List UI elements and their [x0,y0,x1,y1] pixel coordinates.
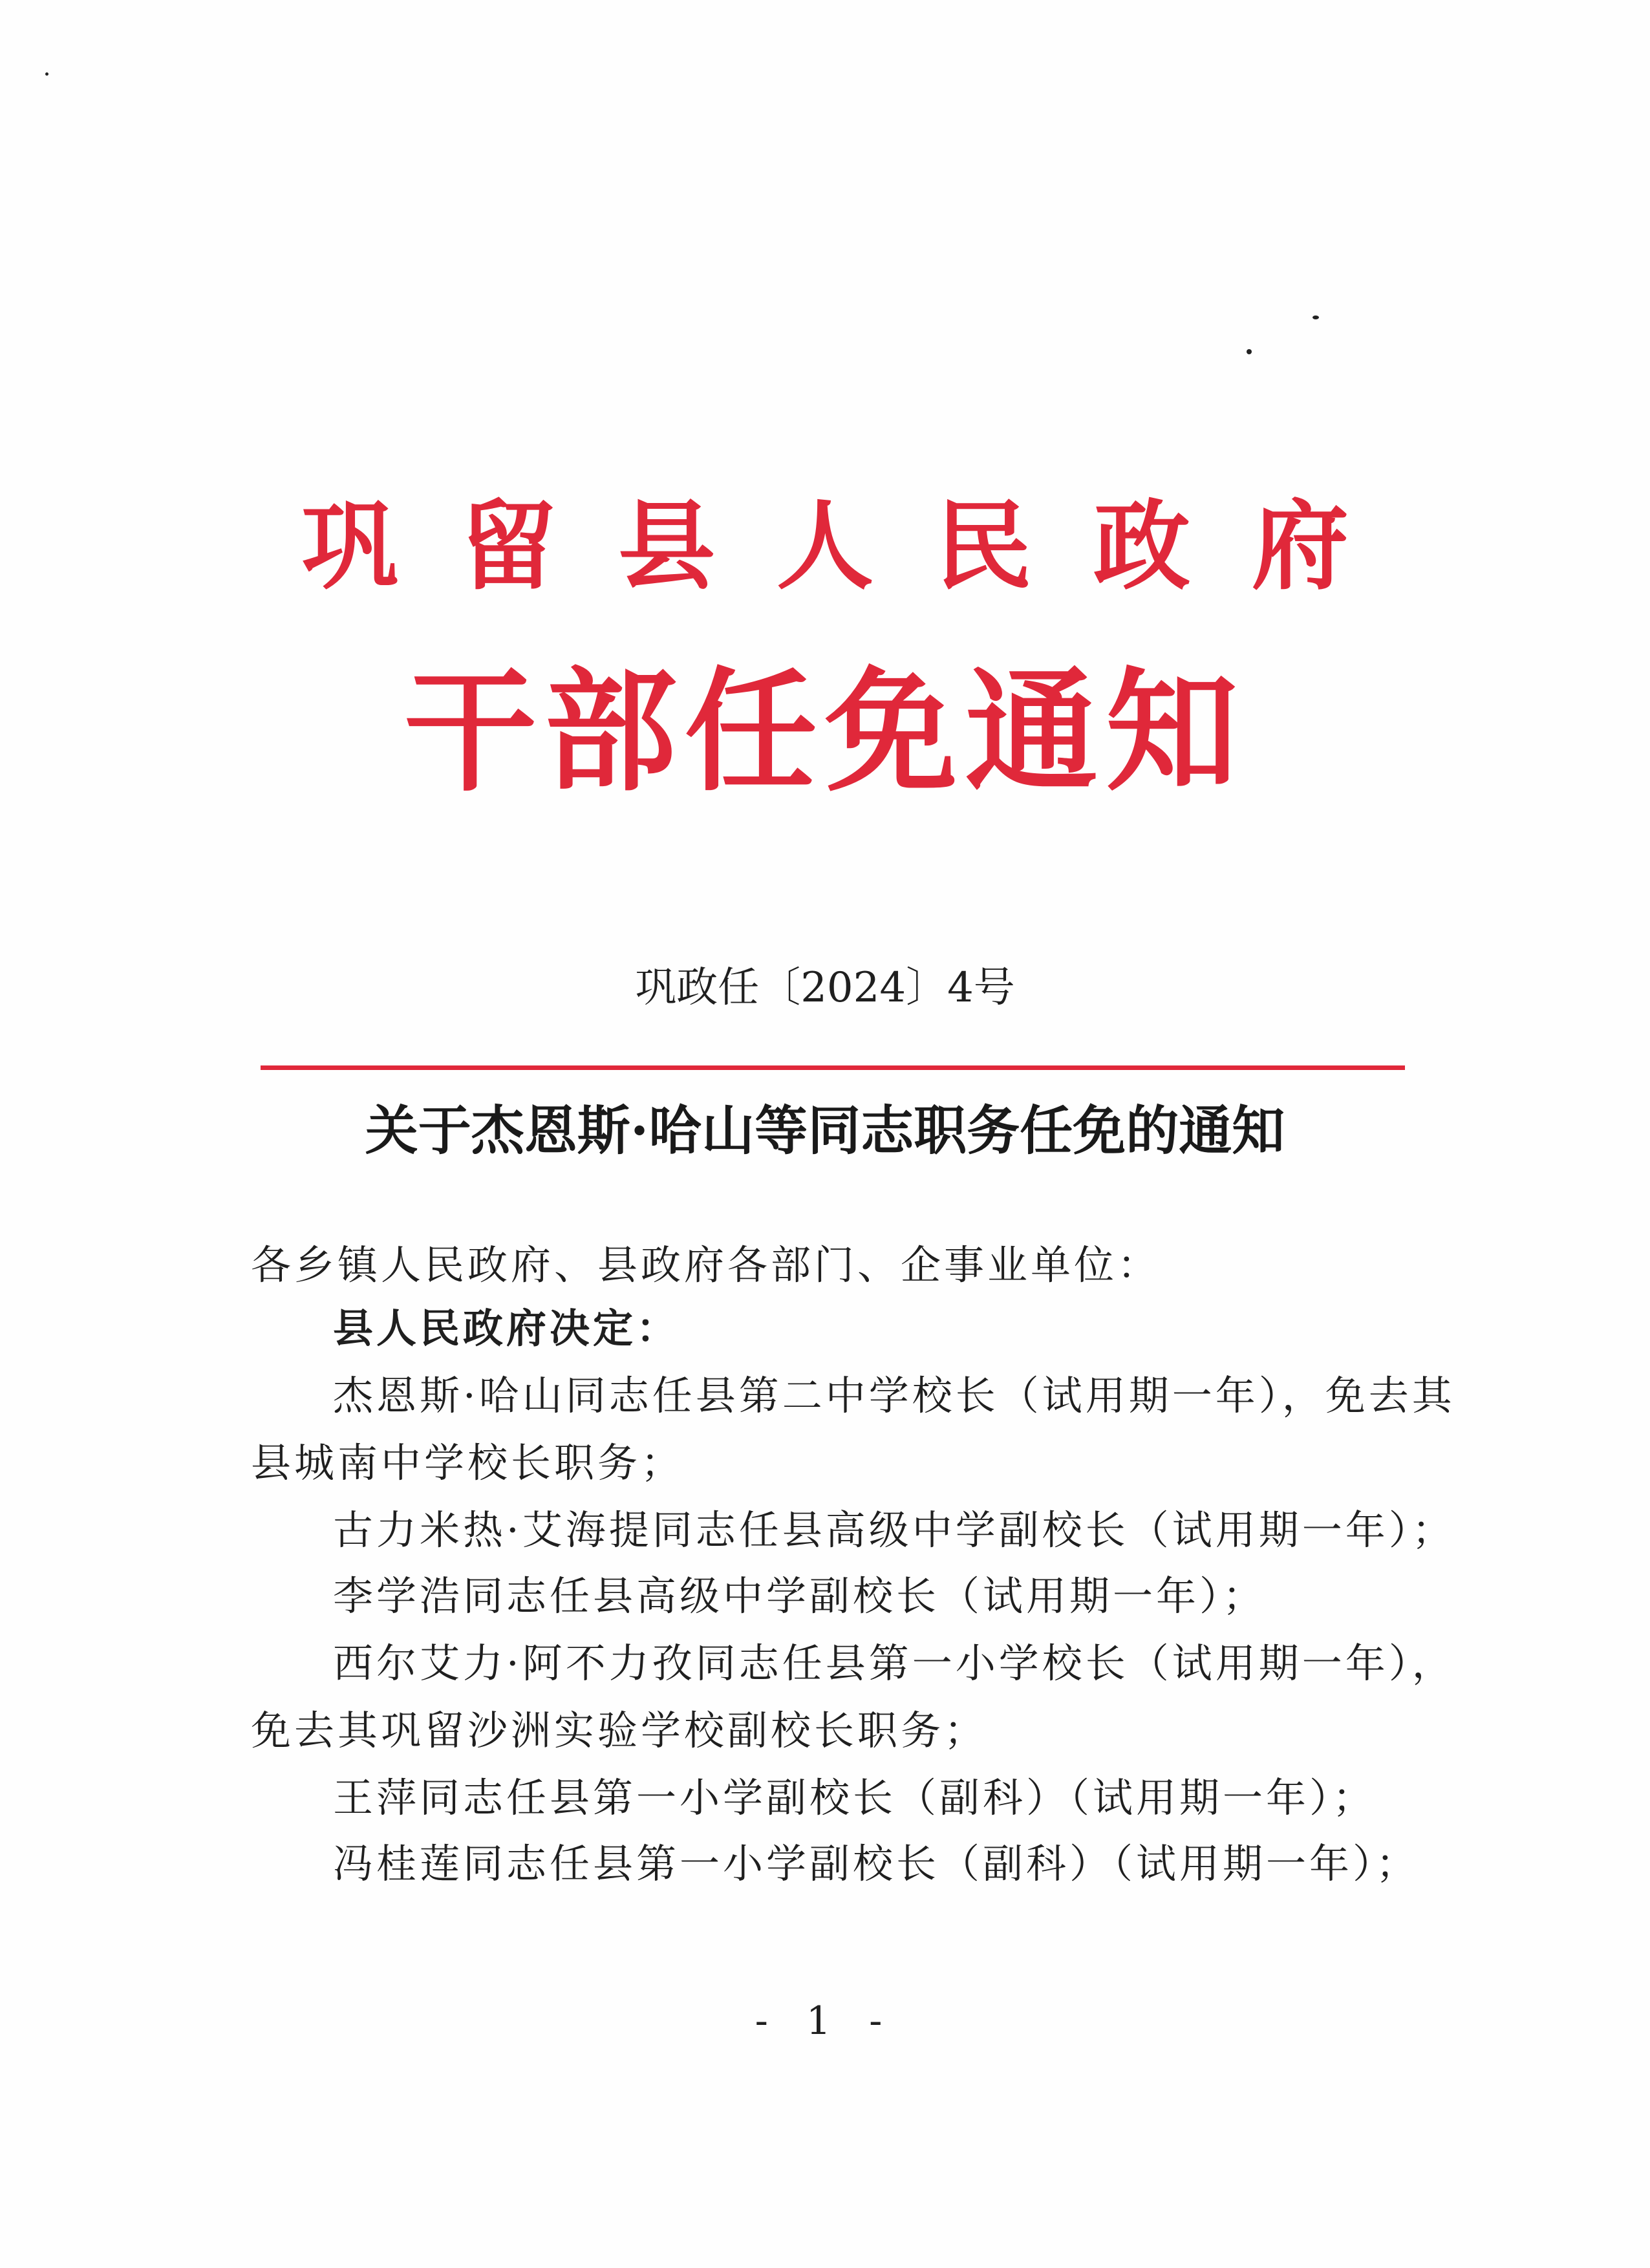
page-number: - 1 - [755,1998,895,2044]
decision-intro: 县人民政府决定： [333,1305,680,1352]
body-paragraph-line: 县城南中学校长职务； [251,1439,685,1486]
body-paragraph-line: 李学浩同志任县高级中学副校长（试用期一年）； [333,1572,1267,1620]
body-paragraph-line: 免去其巩留沙洲实验学校副校长职务； [251,1707,988,1754]
body-paragraph-line: 王萍同志任县第一小学副校长（副科）（试用期一年）； [333,1774,1377,1821]
body-paragraph-line: 西尔艾力·阿不力孜同志任县第一小学校长（试用期一年）， [333,1640,1455,1687]
body-paragraph-line: 杰恩斯·哈山同志任县第二中学校长（试用期一年），免去其 [333,1372,1455,1419]
scan-speck [45,72,48,76]
red-separator-line [261,1065,1405,1070]
document-title: 关于杰恩斯·哈山等同志职务任免的通知 [365,1100,1285,1162]
document-number: 巩政任〔2024〕4号 [635,964,1015,1012]
issuer-heading: 巩留县人民政府 [301,489,1410,603]
scan-speck [1247,349,1252,354]
body-paragraph-line: 冯桂莲同志任县第一小学副校长（副科）（试用期一年）； [333,1840,1420,1887]
body-paragraph-line: 古力米热·艾海提同志任县高级中学副校长（试用期一年）； [333,1506,1455,1554]
notice-type-heading: 干部任免通知 [404,654,1246,809]
salutation: 各乡镇人民政府、县政府各部门、企事业单位： [251,1241,1161,1289]
scan-speck [1312,316,1319,319]
